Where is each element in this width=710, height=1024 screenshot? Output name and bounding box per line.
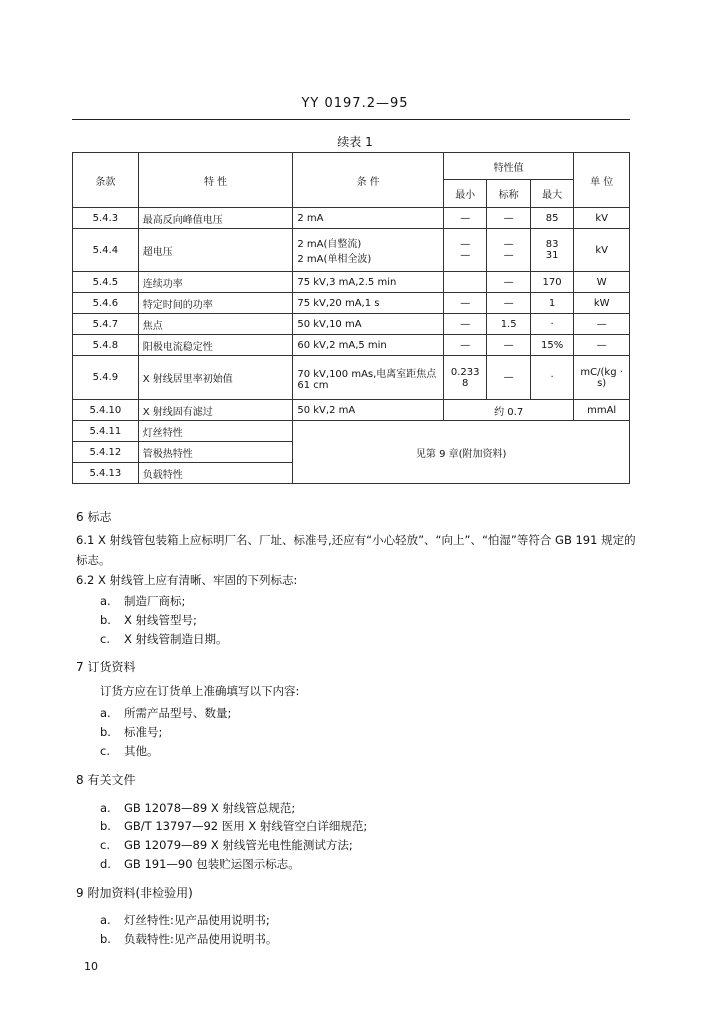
merged-note: 见第 9 章(附加资料) [293,421,630,484]
list-item: b. GB/T 13797—92 医用 X 射线管空白详细规范; [100,819,368,833]
col-max-header: 最大 [530,180,573,208]
table-row: 5.4.9 X 射线居里率初始值 70 kV,100 mAs,电离室距焦点 61 cm 0.233 8 — · mC/(kg · s) [73,356,630,400]
section-9-title: 9 附加资料(非检验用) [76,886,193,900]
para-7: 订货方应在订货单上准确填写以下内容: [100,684,300,698]
table-caption: 续表 1 [337,135,373,149]
para-6-1: 6.1 X 射线管包装箱上应标明厂名、厂址、标准号,还应有“小心轻放”、“向上”、“怕湿”等符合 GB 191 规定的标志。 [76,533,636,567]
table-row: 5.4.3 最高反向峰值电压 2 mA — — 85 kV [73,208,630,229]
table-row: 5.4.7 焦点 50 kV,10 mA — 1.5 · — [73,314,630,335]
col-condition-header: 条 件 [293,153,444,208]
para-6-2: 6.2 X 射线管上应有清晰、牢固的下列标志: [76,573,298,587]
table-row: 5.4.10 X 射线固有滤过 50 kV,2 mA 约 0.7 mmAl [73,400,630,421]
header-rule [72,119,630,120]
list-item: a. 所需产品型号、数量; [100,706,232,720]
col-min-header: 最小 [443,180,486,208]
col-clause-header: 条款 [73,153,139,208]
col-unit-header: 单 位 [574,153,630,208]
list-item: a. GB 12078—89 X 射线管总规范; [100,801,296,815]
table-row: 5.4.11 灯丝特性 见第 9 章(附加资料) [73,421,630,442]
list-item: a. 制造厂商标; [100,594,186,608]
page-number: 10 [84,960,98,973]
spec-table [72,152,630,484]
standard-number: YY 0197.2—95 [301,96,409,111]
section-6-title: 6 标志 [76,510,112,524]
col-nominal-header: 标称 [487,180,530,208]
table-row: 5.4.12 管极热特性 [73,442,630,463]
table-row: 5.4.4 超电压 2 mA(自整流) 2 mA(单相全波) — — — — 83 31 kV [73,229,630,272]
list-item: d. GB 191—90 包装贮运图示标志。 [100,857,300,871]
col-characteristic-header: 特 性 [138,153,293,208]
section-7-title: 7 订货资料 [76,660,136,674]
list-item: a. 灯丝特性:见产品使用说明书; [100,913,270,927]
list-item: b. 负载特性:见产品使用说明书。 [100,932,278,946]
section-8-title: 8 有关文件 [76,773,136,787]
list-item: c. X 射线管制造日期。 [100,632,228,646]
table-row: 5.4.6 特定时间的功率 75 kV,20 mA,1 s — — 1 kW [73,293,630,314]
list-item: b. X 射线管型号; [100,613,197,627]
table-row: 5.4.8 阳极电流稳定性 60 kV,2 mA,5 min — — 15% — [73,335,630,356]
table-row: 5.4.5 连续功率 75 kV,3 mA,2.5 min — 170 W [73,272,630,293]
list-item: c. GB 12079—89 X 射线管光电性能测试方法; [100,838,353,852]
col-value-group-header: 特性值 [443,153,573,180]
list-item: b. 标准号; [100,725,163,739]
table-row: 5.4.13 负载特性 [73,463,630,484]
list-item: c. 其他。 [100,744,159,758]
